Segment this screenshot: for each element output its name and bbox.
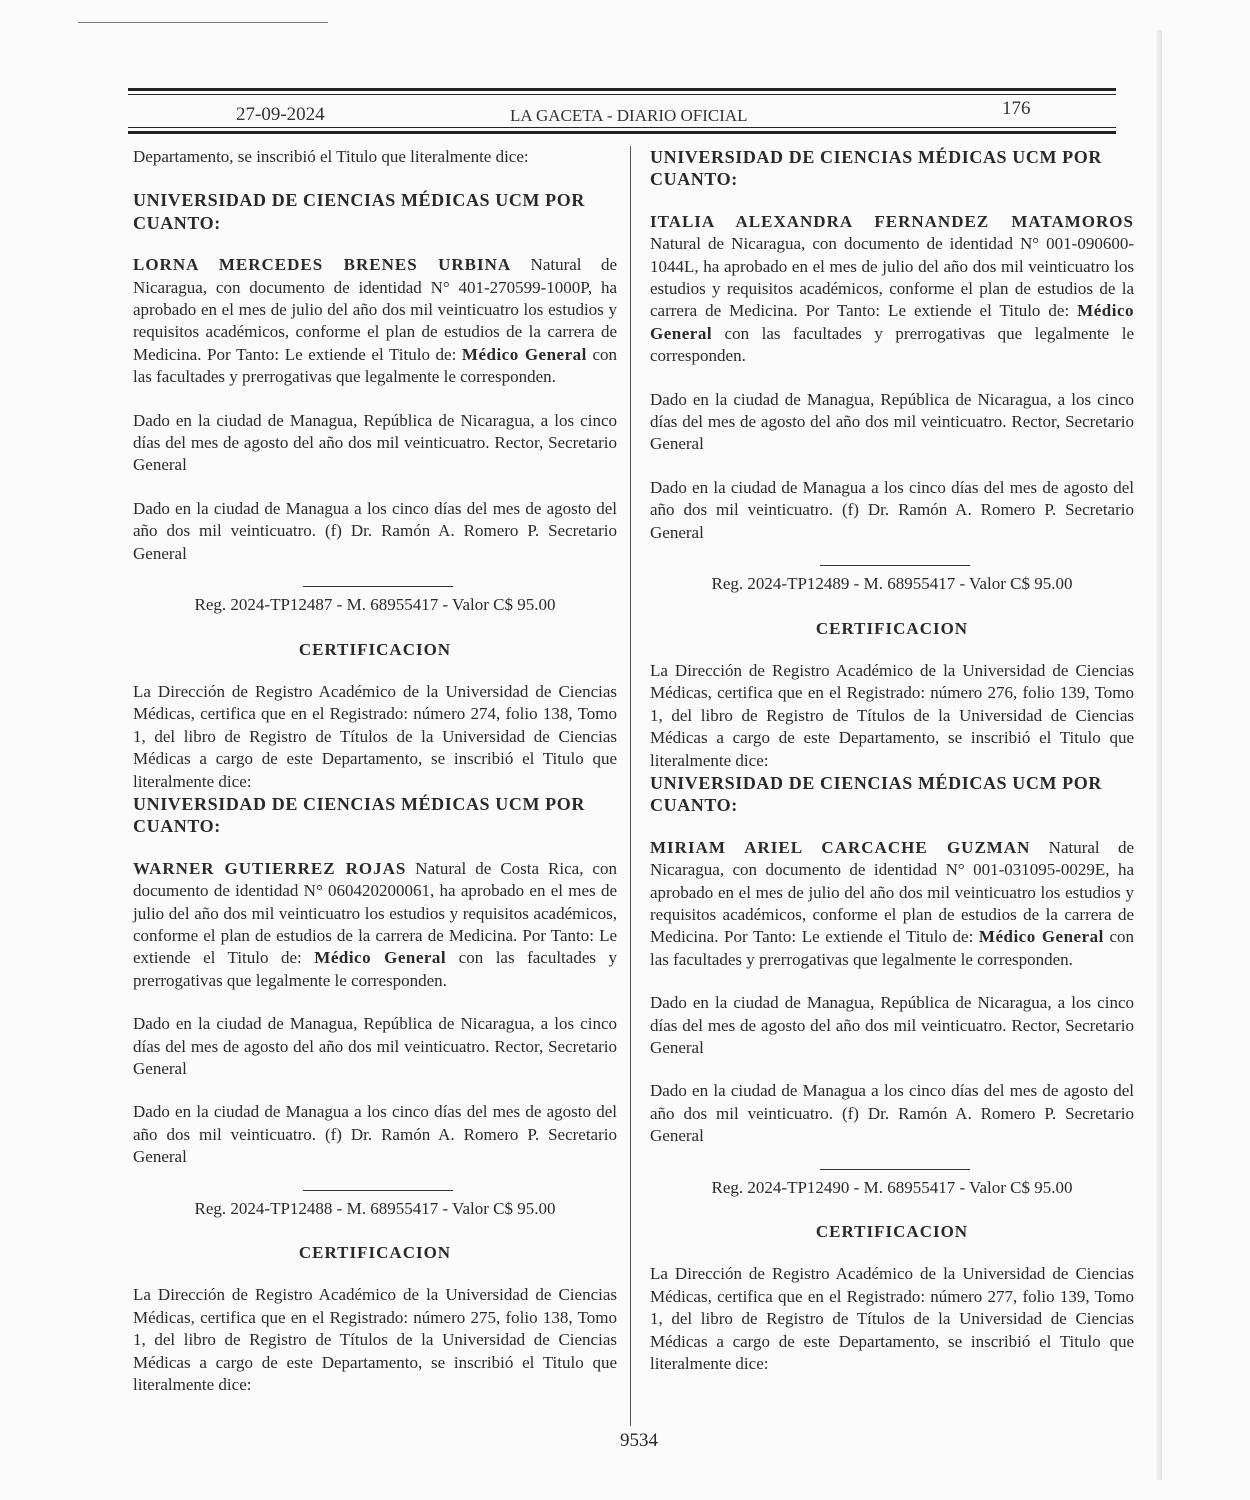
paragraph: Dado en la ciudad de Managua, República de Nicaragua, a los cinco días del mes de agosto del año dos mil veinticuatro. Rector, Secretario General xyxy=(650,993,1134,1057)
graduate-name: LORNA MERCEDES BRENES URBINA xyxy=(133,255,512,275)
graduate-entry xyxy=(133,858,617,992)
graduate-entry xyxy=(650,837,1134,971)
header-rule-top xyxy=(128,88,1116,91)
paragraph: Dado en la ciudad de Managua, República de Nicaragua, a los cinco días del mes de agosto del año dos mil veinticuatro. Rector, Secretario General xyxy=(133,1014,617,1078)
header-rule-bottom xyxy=(128,131,1116,134)
right-column xyxy=(650,146,1134,1396)
scan-edge-shadow xyxy=(1156,30,1162,1480)
page-number: 9534 xyxy=(620,1430,658,1451)
entry-text: con las facultades y prerrogativas que legalmente le corresponden. xyxy=(133,948,617,990)
paragraph: Dado en la ciudad de Managua a los cinco días del mes de agosto del año dos mil veinticuatro. (f) Dr. Ramón A. Romero P. Secretario General xyxy=(133,1102,617,1167)
paragraph: La Dirección de Registro Académico de la Universidad de Ciencias Médicas, certifica que en el Registrado: número 277, folio 139, Tomo 1, del libro de Registro de Títulos de la Universidad de Ciencias Médicas a cargo de este Departamento, se inscribió el Titulo que literalmente dice: xyxy=(650,1264,1134,1374)
registration-line: Reg. 2024-TP12487 - M. 68955417 - Valor C$ 95.00 xyxy=(133,586,617,616)
header-issue-number: 176 xyxy=(1002,98,1031,119)
registration-line: Reg. 2024-TP12488 - M. 68955417 - Valor C$ 95.00 xyxy=(133,1190,617,1220)
entry-text: con las facultades y prerrogativas que legalmente le corresponden. xyxy=(133,344,617,387)
entry-text: Natural de Costa Rica, con documento de identidad N° 060420200061, ha aprobado en el mes de julio del año dos mil veinticuatro los estudios y requisitos académicos, conforme el plan de estudios de la carrera de Medicina. Por Tanto: Le extiende el Titulo de: xyxy=(133,858,617,968)
paragraph: Departamento, se inscribió el Titulo que literalmente dice: xyxy=(133,147,529,166)
registration-line: Reg. 2024-TP12490 - M. 68955417 - Valor C$ 95.00 xyxy=(650,1169,1134,1199)
paragraph: Dado en la ciudad de Managua a los cinco días del mes de agosto del año dos mil veinticuatro. (f) Dr. Ramón A. Romero P. Secretario General xyxy=(650,1081,1134,1146)
paragraph: La Dirección de Registro Académico de la Universidad de Ciencias Médicas, certifica que en el Registrado: número 276, folio 139, Tomo 1, del libro de Registro de Títulos de la Universidad de Ciencias Médicas a cargo de este Departamento, se inscribió el Titulo que literalmente dice: xyxy=(650,660,1134,770)
graduate-name: MIRIAM ARIEL CARCACHE GUZMAN xyxy=(650,837,1031,857)
certification-title: CERTIFICACION xyxy=(298,1243,452,1263)
university-heading: UNIVERSIDAD DE CIENCIAS MÉDICAS UCM POR CUANTO: xyxy=(650,772,1102,816)
paragraph: Dado en la ciudad de Managua, República de Nicaragua, a los cinco días del mes de agosto del año dos mil veinticuatro. Rector, Secretario General xyxy=(650,389,1134,454)
degree-title: Médico General xyxy=(314,948,447,968)
paragraph: Dado en la ciudad de Managua, República de Nicaragua, a los cinco días del mes de agosto del año dos mil veinticuatro. Rector, Secretario General xyxy=(133,410,617,475)
paragraph: La Dirección de Registro Académico de la Universidad de Ciencias Médicas, certifica que en el Registrado: número 274, folio 138, Tomo 1, del libro de Registro de Títulos de la Universidad de Ciencias Médicas a cargo de este Departamento, se inscribió el Titulo que literalmente dice: xyxy=(133,681,617,791)
paragraph: La Dirección de Registro Académico de la Universidad de Ciencias Médicas, certifica que en el Registrado: número 275, folio 138, Tomo 1, del libro de Registro de Títulos de la Universidad de Ciencias Médicas a cargo de este Departamento, se inscribió el Titulo que literalmente dice: xyxy=(133,1285,617,1395)
entry-text: Natural de Nicaragua, con documento de identidad N° 401-270599-1000P, ha aprobado en el mes de julio del año dos mil veinticuatro los estudios y requisitos académicos, conforme el plan de estudios de la carrera de Medicina. Por Tanto: Le extiende el Titulo de: xyxy=(133,255,617,364)
degree-title: Médico General xyxy=(461,344,587,364)
university-heading: UNIVERSIDAD DE CIENCIAS MÉDICAS UCM POR CUANTO: xyxy=(133,793,585,837)
degree-title: Médico General xyxy=(978,927,1104,947)
header-publication: LA GACETA - DIARIO OFICIAL xyxy=(510,106,748,125)
entry-text: Natural de Nicaragua, con documento de identidad N° 001-090600-1044L, ha aprobado en el mes de julio del año dos mil veinticuatro los estudios y requisitos académicos, conforme el plan de estudios de la carrera de Medicina. Por Tanto: Le extiende el Titulo de: xyxy=(650,234,1134,321)
header-date: 27-09-2024 xyxy=(236,104,325,125)
graduate-name: WARNER GUTIERREZ ROJAS xyxy=(133,858,407,878)
entry-text: Natural de Nicaragua, con documento de identidad N° 001-031095-0029E, ha aprobado en el mes de julio del año dos mil veinticuatro los estudios y requisitos académicos, conforme el plan de estudios de la carrera de Medicina. Por Tanto: Le extiende el Titulo de: xyxy=(650,837,1134,947)
university-heading: UNIVERSIDAD DE CIENCIAS MÉDICAS UCM POR CUANTO: xyxy=(133,190,585,233)
graduate-name: ITALIA ALEXANDRA FERNANDEZ MATAMOROS xyxy=(650,211,1134,231)
header-rule-bottom-thin xyxy=(128,127,1116,128)
graduate-entry xyxy=(133,254,617,388)
entry-text: con las facultades y prerrogativas que legalmente le corresponden. xyxy=(650,323,1134,366)
degree-title: Médico General xyxy=(650,301,1134,343)
registration-line: Reg. 2024-TP12489 - M. 68955417 - Valor C$ 95.00 xyxy=(650,565,1134,595)
certification-title: CERTIFICACION xyxy=(815,1222,969,1242)
column-divider xyxy=(630,146,631,1426)
header-rule-top-thin xyxy=(128,94,1116,95)
entry-text: con las facultades y prerrogativas que legalmente le corresponden. xyxy=(650,927,1134,969)
graduate-entry xyxy=(650,211,1134,368)
scan-mark xyxy=(78,22,328,23)
left-column xyxy=(133,146,617,1417)
university-heading: UNIVERSIDAD DE CIENCIAS MÉDICAS UCM POR CUANTO: xyxy=(650,147,1102,190)
paragraph: Dado en la ciudad de Managua a los cinco días del mes de agosto del año dos mil veinticuatro. (f) Dr. Ramón A. Romero P. Secretario General xyxy=(650,477,1134,542)
paragraph: Dado en la ciudad de Managua a los cinco días del mes de agosto del año dos mil veinticuatro. (f) Dr. Ramón A. Romero P. Secretario General xyxy=(133,498,617,563)
certification-title: CERTIFICACION xyxy=(815,618,969,638)
certification-title: CERTIFICACION xyxy=(298,639,452,659)
